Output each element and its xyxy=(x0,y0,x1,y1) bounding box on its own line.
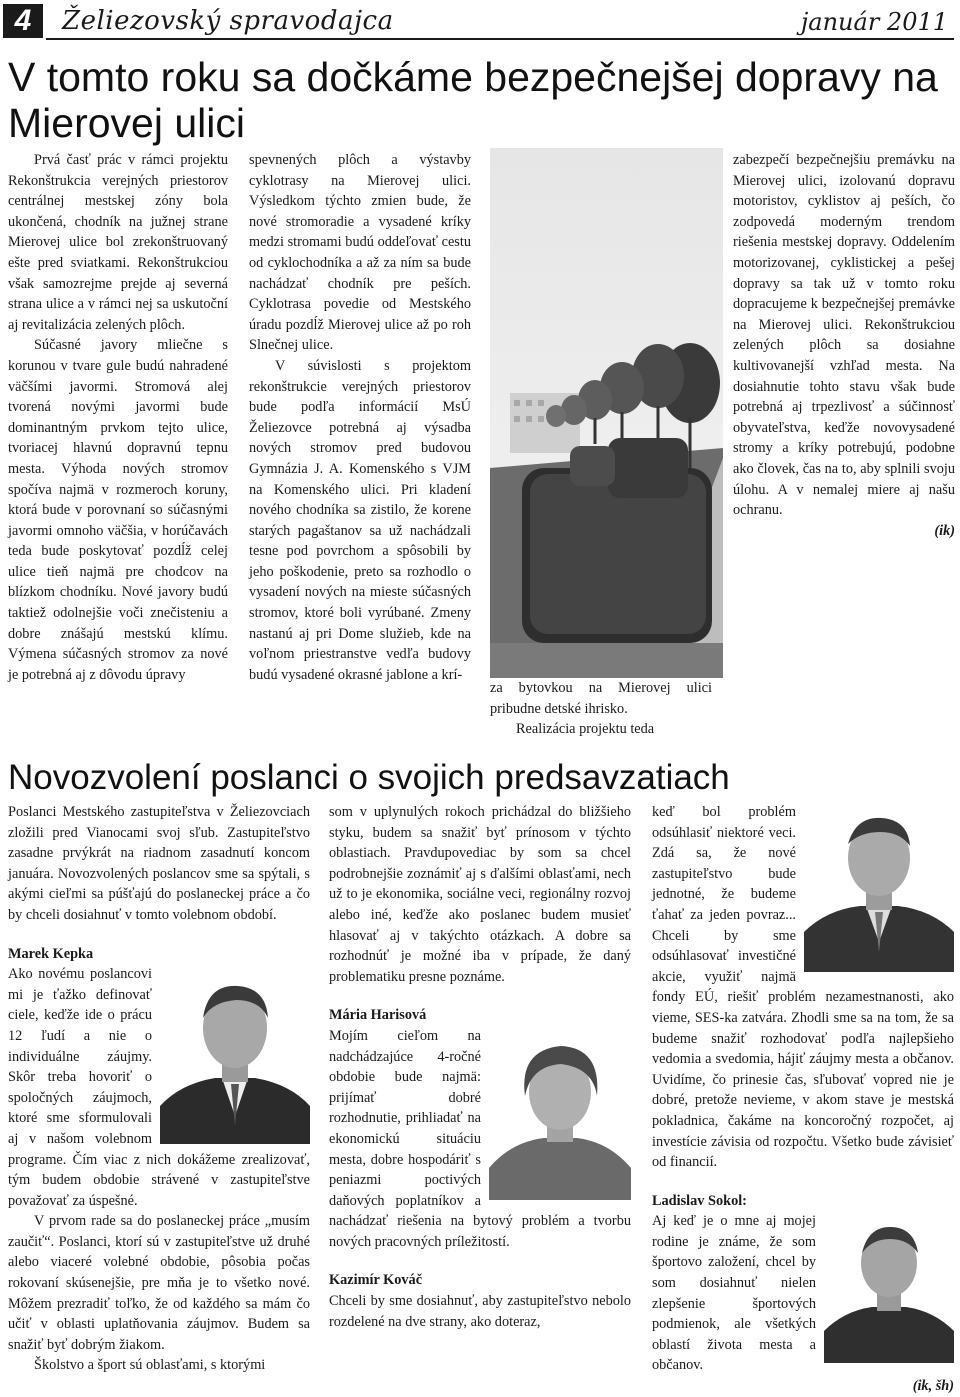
header-rule xyxy=(46,38,954,40)
harisova-paragraph: Mojím cieľom na nadchádzajúce 4-ročné obdobie bude najmä: prijímať dobré rozhodnutie, prihliadať na ekonomickú situáciu mesta, dobre hospodáriť s peniazmi poctivých daňových poplatníkov a nachádzať riešenia na bytový problém a tvorbu nových pracovných príležitostí. xyxy=(329,1027,631,1250)
article2-column-3 xyxy=(652,802,954,1397)
article1-paragraph: za bytovkou na Mierovej ulici pribudne detské ihrisko. xyxy=(490,680,712,717)
sokol-portrait xyxy=(824,1213,954,1363)
kovac-paragraph: Chceli by sme dosiahnuť, aby zastupiteľstvo nebolo rozdelené na dve strany, ako doteraz, xyxy=(329,1293,631,1330)
article1-column-2 xyxy=(249,150,471,685)
harisova-portrait xyxy=(489,1030,631,1200)
article1-headline: V tomto roku sa dočkáme bezpečnejšej dopravy na Mierovej ulici xyxy=(8,54,938,146)
article1-paragraph: Prvá časť prác v rámci projektu Rekonštrukcia verejných priestorov centrálnej mestskej zóny bola ukončená, chodník na južnej strane Mierovej ulice bol zrekonštruovaný ešte pred sviatkami. Rekonštrukciou však samozrejme prejde aj severná strana ulice a v rámci nej sa uskutoční aj revitalizácia zelených plôch. xyxy=(8,152,228,333)
kovac-byline: Kazimír Kováč xyxy=(329,1272,423,1289)
article1-paragraph: V súvislosti s projektom rekonštrukcie verejných priestorov bude podľa informácií MsÚ Želiezovce potrebná aj výsadba nových stromov pred budovou Gymnázia J. A. Komenského s VJM na Komenského ulici. Pri kladení nového chodníka sa zistilo, že korene starých pagaštanov sa už nachádzali tesne pod povrchom a spôsobili by jeho poškodenie, preto sa rozhodlo o vysadení nových na mieste súčasných stromov, ktoré boli vyrúbané. Zmeny nastanú aj pri Dome služieb, kde na voľnom priestranstve vedľa budovy budú vysadené okrasné jablone a krí- xyxy=(249,357,471,683)
newspaper-name: Želiezovský spravodajca xyxy=(62,6,394,36)
article1-column-4 xyxy=(733,150,955,541)
article1-paragraph: zabezpečí bezpečnejšiu premávku na Mierovej ulici, izolovanú dopravu motoristov, cyklistov aj peších, čo zodpovedá moderným trendom riešenia mestskej dopravy. Oddelením motorizovanej, cyklistickej a pešej dopravy sa tak už v tomto roku dopracujeme k bezpečnejšej premávke na Mierovej ulici. Rekonštrukciou zelených plôch sa dosiahne kultivovanejší vzhľad mesta. Na dosiahnutie tohto stavu však bude potrebná aj trpezlivosť a súčinnosť obyvateľstva, keďže novovysadené stromy a kríky potrebujú, podobne ako človek, čas na to, aby splnili svoju úlohu. A v nemalej miere aj našu ochranu. xyxy=(733,152,955,519)
article1-column-1 xyxy=(8,150,228,685)
article2-intro: Poslanci Mestského zastupiteľstva v Želiezovciach zložili pred Vianocami svoj sľub. Zastupiteľstvo zasadne prvýkrát na riadnom zasadnutí koncom januára. Novozvolených poslancov sme sa spýtali, s akými cieľmi sa púšťajú do poslaneckej práce a čo by chceli dosiahnuť v tomto volebnom období. xyxy=(8,804,310,923)
kepka-portrait xyxy=(160,966,310,1144)
article1-signoff: (ik) xyxy=(934,522,955,539)
issue-date: január 2011 xyxy=(800,8,948,36)
article2-signoff: (ik, šh) xyxy=(912,1378,954,1395)
article2-headline: Novozvolení poslanci o svojich predsavzatiach xyxy=(8,758,730,797)
sokol-paragraph: Aj keď je o mne aj mojej rodine je známe, že som športovo založení, chcel by som dosiahnuť nielen zlepšenie športových podmienok, ale všetkých oblastí života mesta a občanov. xyxy=(652,1213,816,1374)
kovac-paragraph: keď bol problém odsúhlasiť niektoré veci. Zdá sa, že nové zastupiteľstvo bude jednotné, že budeme ťahať za jeden povraz... Chceli by sme odsúhlasovať investičné akcie, využiť najmä fondy EÚ, riešiť problém nezamestnanosti, ako vieme, SES-ka zatvára. Zhodli sme sa na tom, že sa budeme snažiť rozhodovať podľa najlepšieho vedomia a svedomia, hájiť záujmy mesta a občanov. Uvidíme, čo prinesie čas, sľubovať vopred nie je dobré, pretože nevieme, v akom stave je mestská pokladnica, čakáme na koncoročný rozpočet, aj investície závisia od rozpočtu. Všetko bude závisieť od financií. xyxy=(652,804,954,1171)
article2-paragraph: som v uplynulých rokoch prichádzal do bližšieho styku, budem sa snažiť byť prínosom v týchto oblastiach. Pravdupovediac by som sa chcel podrobnejšie zoznámiť aj s ďalšími oblasťami, nech už to je ekonomika, sociálne veci, regionálny rozvoj alebo iné, keďže ako poslanec budem musieť hlasovať aj v takýchto otázkach. A dobre sa rozhodnúť je možné iba v prípade, že daný problematiku presne poznáme. xyxy=(329,804,631,985)
harisova-byline: Mária Harisová xyxy=(329,1007,427,1024)
article1-paragraph: spevnených plôch a výstavby cyklotrasy na Mierovej ulici. Výsledkom týchto zmien bude, že nové stromoradie a vysadené kríky medzi stromami budú oddeľovať cestu od cyklochodníka a až za ním sa bude nachádzať chodník pre peších. Cyklotrasa povedie od Mestského úradu pozdĺž Mierovej ulice až po roh Slnečnej ulice. xyxy=(249,152,471,354)
page-number: 4 xyxy=(3,4,43,38)
kepka-paragraph: V prvom rade sa do poslaneckej práce „musím zaučiť“. Poslanci, ktorí sú v zastupiteľstve už druhé alebo viaceré volebné obdobie, pôsobia počas rokovaní skúsenejšie, pre mňa je to všetko nové. Môžem prezradiť toľko, že od každého sa mám čo učiť v oblasti uplatňovania záujmov. Budem sa snažiť byť dobrým žiakom. xyxy=(8,1213,310,1353)
kepka-byline: Marek Kepka xyxy=(8,945,94,962)
street-trees-photo xyxy=(490,148,723,678)
article1-paragraph: Realizácia projektu teda xyxy=(516,721,655,738)
page-header xyxy=(0,0,960,44)
article2-column-2 xyxy=(329,802,631,1332)
sokol-byline: Ladislav Sokol: xyxy=(652,1192,747,1209)
article1-paragraph: Súčasné javory mliečne s korunou v tvare gule budú nahradené väčšími javormi. Stromová alej tvorená novými javormi bude dominantným prvkom tejto ulice, tvoriacej hlavnú dopravnú tepnu mesta. Výhoda nových stromov spočíva najmä v rozmeroch koruny, ktorá bude v porovnaní so súčasnými javormi omnoho väčšia, v horúčavách teda bude poskytovať pozdĺž celej ulice tieň najmä pre chodcov na blízkom chodníku. Nové javory budú taktiež odolnejšie voči znečisteniu a dobre znášajú mestskú klímu. Výmena súčasných stromov za nové je potrebná aj z dôvodu úpravy xyxy=(8,337,228,683)
article2-column-1 xyxy=(8,802,310,1376)
kovac-portrait xyxy=(804,802,954,972)
kepka-paragraph: Školstvo a šport sú oblasťami, s ktorými xyxy=(34,1357,266,1374)
kepka-paragraph: Ako novému poslancovi mi je ťažko definovať ciele, keďže ide o prácu 12 ľudí a nie o individuálne záujmy. Skôr treba hovoriť o spoločných záujmoch, ktoré sme sformulovali aj v našom volebnom programe. Čím viac z nich dokážeme zrealizovať, tým budem obdobie strávené v zastupiteľstve považovať za úspešné. xyxy=(8,966,310,1209)
article1-column-3-bottom xyxy=(490,678,712,740)
